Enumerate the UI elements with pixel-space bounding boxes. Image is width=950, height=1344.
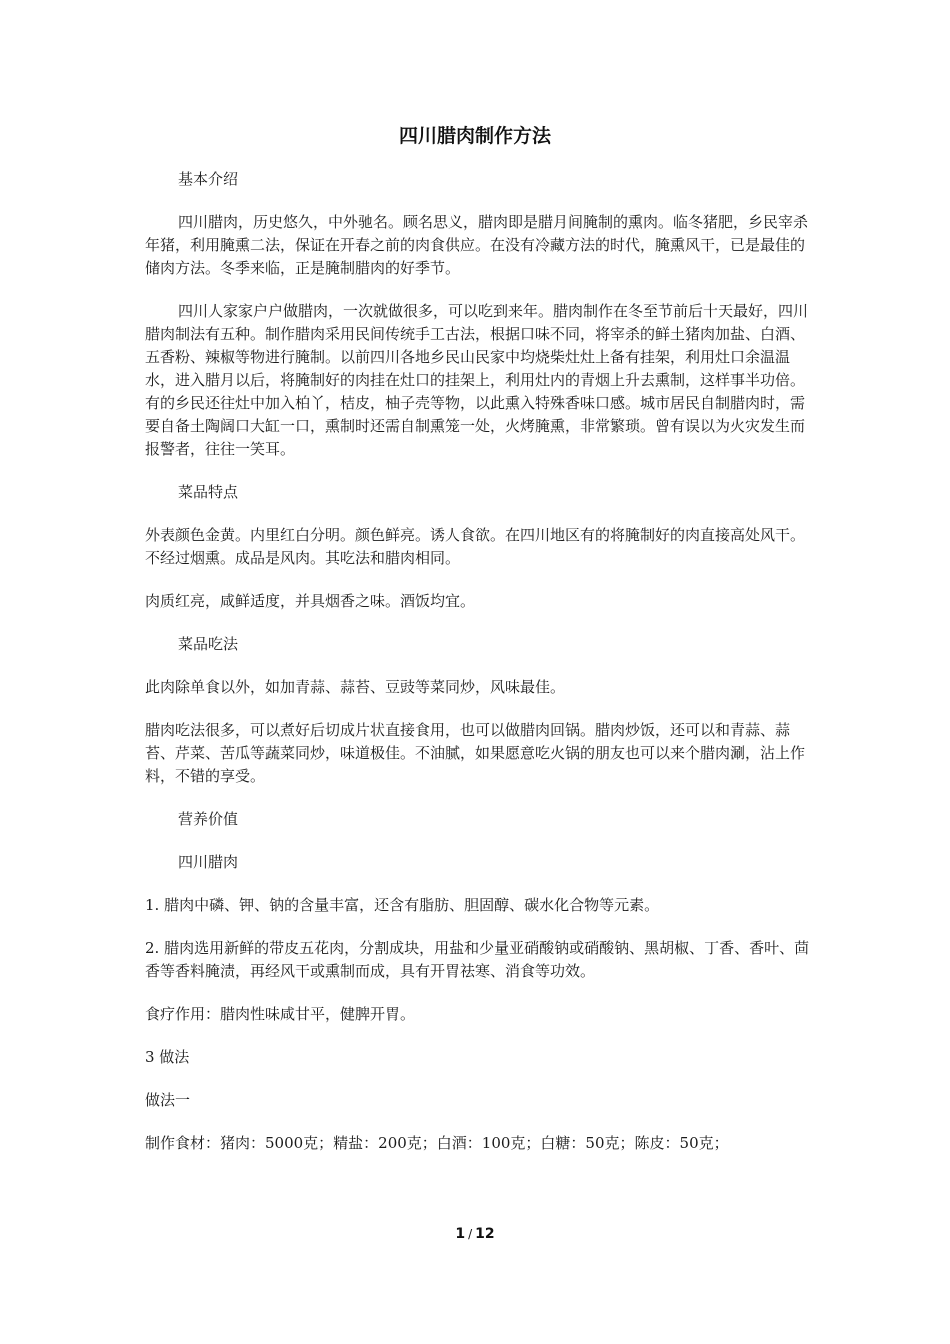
- paragraph-therapy: 食疗作用：腊肉性味咸甘平，健脾开胃。: [145, 1005, 416, 1023]
- section-heading-nutrition: 营养价值: [178, 810, 239, 828]
- page-separator: /: [468, 1227, 473, 1241]
- subheading-method-one: 做法一: [145, 1091, 191, 1109]
- section-heading-intro: 基本介绍: [178, 170, 239, 188]
- subheading-nutrition: 四川腊肉: [178, 853, 239, 871]
- page-number: [0, 1226, 950, 1242]
- document-title: 四川腊肉制作方法: [398, 125, 551, 147]
- section-heading-features: 菜品特点: [178, 483, 239, 501]
- paragraph-ingredients: 制作食材：猪肉：5000克；精盐：200克；白酒：100克；白糖：50克；陈皮：50克；: [145, 1134, 729, 1152]
- paragraph-intro-1: 四川腊肉，历史悠久，中外驰名。顾名思义，腊肉即是腊月间腌制的熏肉。临冬猪肥，乡民宰杀年猪，利用腌熏二法，保证在开春之前的肉食供应。在没有冷藏方法的时代，腌熏风干，已是最佳的储肉方法。冬季来临，正是腌制腊肉的好季节。: [145, 213, 809, 277]
- paragraph-eating-1: 此肉除单食以外，如加青蒜、蒜苔、豆豉等菜同炒，风味最佳。: [145, 678, 566, 696]
- paragraph-features-1: 外表颜色金黄。内里红白分明。颜色鲜亮。诱人食欲。在四川地区有的将腌制好的肉直接高处风干。不经过烟熏。成品是风肉。其吃法和腊肉相同。: [145, 526, 806, 567]
- page-current: 1: [455, 1226, 466, 1242]
- paragraph-eating-2: 腊肉吃法很多，可以煮好后切成片状直接食用，也可以做腊肉回锅。腊肉炒饭，还可以和青蒜、蒜苔、芹菜、苦瓜等蔬菜同炒，味道极佳。不油腻，如果愿意吃火锅的朋友也可以来个腊肉涮，沾上作料，不错的享受。: [145, 721, 806, 785]
- list-item-nutrition-2: 2. 腊肉选用新鲜的带皮五花肉，分割成块，用盐和少量亚硝酸钠或硝酸钠、黑胡椒、丁香、香叶、茴香等香料腌渍，再经风干或熏制而成，具有开胃祛寒、消食等功效。: [145, 939, 810, 980]
- section-heading-eating: 菜品吃法: [178, 635, 239, 653]
- document-body: [145, 168, 810, 1175]
- paragraph-intro-2: 四川人家家户户做腊肉，一次就做很多，可以吃到来年。腊肉制作在冬至节前后十天最好，四川腊肉制法有五种。制作腊肉采用民间传统手工古法，根据口味不同，将宰杀的鲜土猪肉加盐、白酒、五香粉、辣椒等物进行腌制。以前四川各地乡民山民家中均烧柴灶灶上备有挂架，利用灶口余温温水，进入腊月以后，将腌制好的肉挂在灶口的挂架上，利用灶内的青烟上升去熏制，这样事半功倍。有的乡民还往灶中加入柏丫，桔皮，柚子壳等物，以此熏入特殊香味口感。城市居民自制腊肉时，需要自备土陶阔口大缸一口，熏制时还需自制熏笼一处，火烤腌熏，非常繁琐。曾有误以为火灾发生而报警者，往往一笑耳。: [145, 302, 809, 458]
- section-heading-method: 3 做法: [145, 1048, 190, 1066]
- list-item-nutrition-1: 1. 腊肉中磷、钾、钠的含量丰富，还含有脂肪、胆固醇、碳水化合物等元素。: [145, 896, 660, 914]
- page-total: 12: [475, 1226, 495, 1242]
- paragraph-features-2: 肉质红亮，咸鲜适度，并具烟香之味。酒饭均宜。: [145, 592, 476, 610]
